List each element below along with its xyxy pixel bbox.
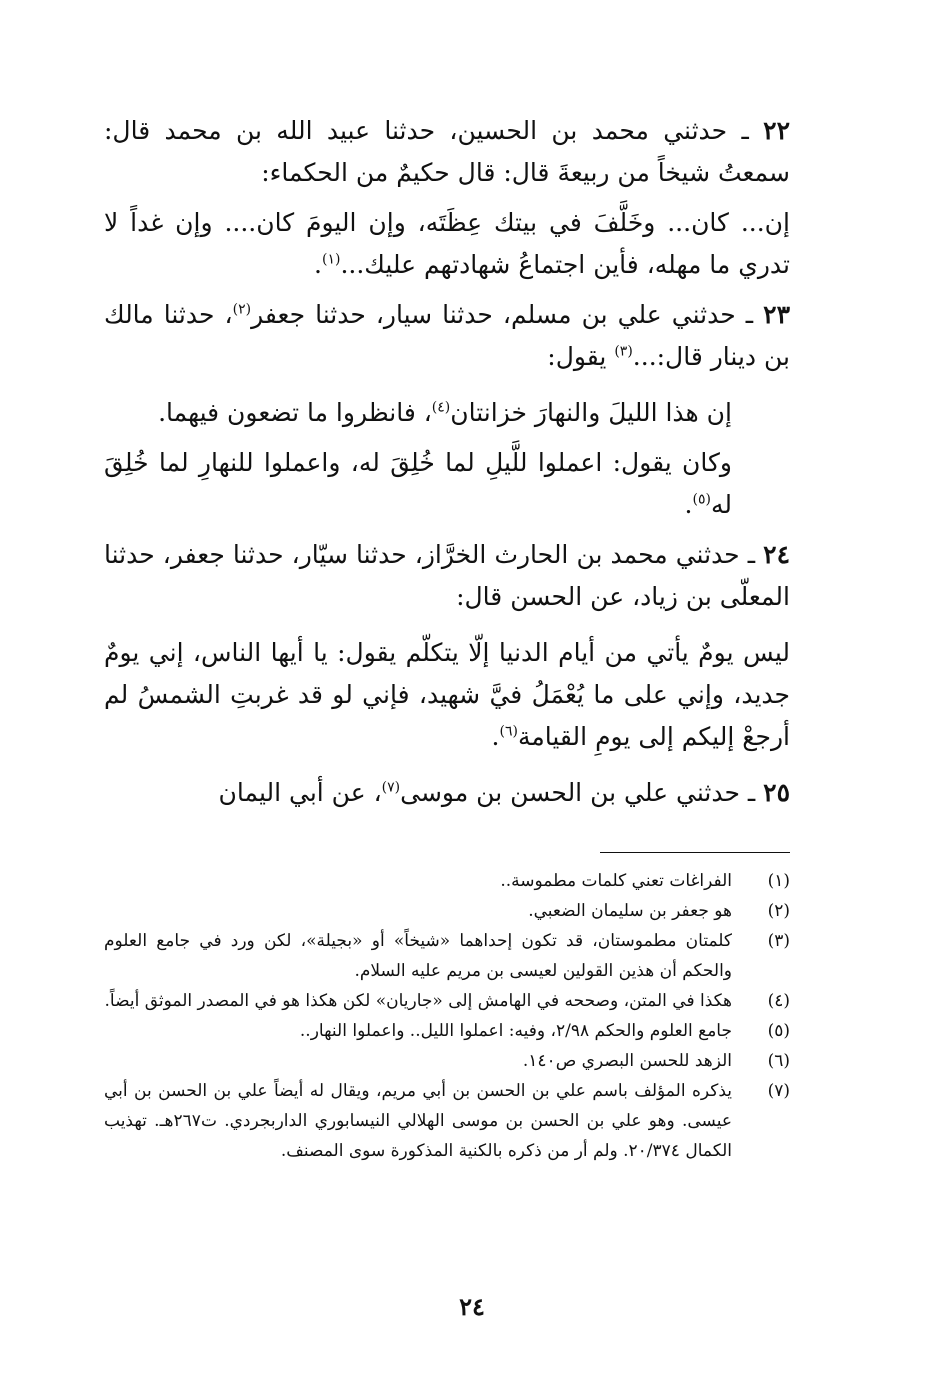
quote-text: ليس يومٌ يأتي من أيام الدنيا إلّا يتكلّم يقول: يا أيها الناس، إني يومٌ جديد، وإني على ما يُعْمَلُ فيَّ شهيد، فإني لو قد غربتِ الشمسُ لم أرجعْ إليكم إلى يومِ القيامة bbox=[104, 638, 790, 751]
footnote-ref-5[interactable]: (٥) bbox=[692, 491, 711, 508]
footnote-number: (٧) bbox=[767, 1081, 790, 1101]
quote-23-b: وكان يقول: اعملوا للَّيلِ لما خُلِقَ له، واعملوا للنهارِ لما خُلِقَ له$^{(٥)}$. bbox=[104, 448, 732, 519]
footnote-item bbox=[104, 1046, 790, 1076]
quote-text: وكان يقول: اعملوا للَّيلِ لما خُلِقَ له، واعملوا للنهارِ لما خُلِقَ له bbox=[104, 448, 732, 519]
footnote-ref-2[interactable]: (٢) bbox=[232, 301, 252, 318]
footnote-text: الزهد للحسن البصري ص١٤٠. bbox=[522, 1051, 732, 1071]
narration-number: ٢٢ bbox=[763, 116, 791, 145]
narration-chain: ـ حدثني محمد بن الحسين، حدثنا عبيد الله بن محمد قال: سمعتُ شيخاً من ربيعةَ قال: قال حكيمٌ من الحكماء: bbox=[104, 116, 790, 187]
footnote-number: (٢) bbox=[767, 901, 790, 921]
footnote-item bbox=[104, 986, 790, 1016]
footnote-separator bbox=[600, 852, 790, 853]
footnote-item bbox=[104, 1076, 790, 1166]
quote-text: إن... كان... وخَلَّفَ في بيتك عِظَتَه، وإن اليومَ كان.... وإن غداً لا تدري ما مهله، فأين اجتماعُ شهادتهم عليك... bbox=[104, 208, 790, 279]
quote-23-a: إن هذا الليلَ والنهارَ خزانتان$^{(٤)}$، فانظروا ما تضعون فيهما. bbox=[158, 398, 732, 427]
footnote-number: (٣) bbox=[767, 931, 790, 951]
narration-number: ٢٤ bbox=[763, 540, 791, 569]
footnotes bbox=[104, 866, 790, 1166]
footnote-item bbox=[104, 926, 790, 986]
footnote-item bbox=[104, 1016, 790, 1046]
footnote-ref-1[interactable]: (١) bbox=[321, 251, 341, 268]
footnote-text: هو جعفر بن سليمان الضعبي. bbox=[528, 901, 732, 921]
quote-22: إن... كان... وخَلَّفَ في بيتك عِظَتَه، وإن اليومَ كان.... وإن غداً لا تدري ما مهله، فأين اجتماعُ شهادتهم عليك...$^{(١)}$. bbox=[104, 208, 790, 279]
quote-24: ليس يومٌ يأتي من أيام الدنيا إلّا يتكلّم يقول: يا أيها الناس، إني يومٌ جديد، وإني على ما يُعْمَلُ فيَّ شهيد، فإني لو قد غربتِ الشمسُ لم أرجعْ إليكم إلى يومِ القيامة$^{(٦)}$. bbox=[104, 638, 790, 751]
narration-number: ٢٥ bbox=[763, 778, 790, 807]
narration-chain: ـ حدثني محمد بن الحارث الخرَّاز، حدثنا سيّار، حدثنا جعفر، حدثنا المعلّى بن زياد، عن الحسن قال: bbox=[104, 540, 790, 611]
footnote-ref-7[interactable]: (٧) bbox=[381, 779, 401, 796]
main-text bbox=[104, 110, 790, 814]
narration-chain: ـ حدثني علي بن الحسن بن موسى bbox=[400, 778, 756, 807]
page-number: ٢٤ bbox=[459, 1292, 485, 1321]
footnote-item bbox=[104, 896, 790, 926]
footnote-number: (٥) bbox=[767, 1021, 790, 1041]
footnote-text: كلمتان مطموستان، قد تكون إحداهما «شيخاً» أو «بجيلة»، لكن ورد في جامع العلوم والحكم أن هذين القولين لعيسى بن مريم عليه السلام. bbox=[104, 931, 732, 981]
footnote-text: يذكره المؤلف باسم علي بن الحسن بن أبي مريم، ويقال له أيضاً علي بن الحسن بن أبي عيسى. وهو علي بن الحسن بن موسى الهلالي النيسابوري الداربجردي. ت٢٦٧هـ. تهذيب الكمال ٢٠/٣٧٤. ولم أر من ذكره بالكنية المذكورة سوى المصنف. bbox=[104, 1081, 732, 1161]
paragraph-25: ٢٥ ـ حدثني علي بن الحسن بن موسى$^{(٧)}$، عن أبي اليمان bbox=[218, 778, 790, 807]
footnote-item bbox=[104, 866, 790, 896]
footnote-number: (٤) bbox=[767, 991, 790, 1011]
footnote-ref-6[interactable]: (٦) bbox=[499, 723, 518, 740]
footnote-ref-3[interactable]: (٣) bbox=[614, 343, 633, 360]
quote-text: إن هذا الليلَ والنهارَ خزانتان bbox=[450, 398, 732, 427]
footnote-text: جامع العلوم والحكم ٢/٩٨، وفيه: اعملوا الليل.. واعملوا النهار.. bbox=[299, 1021, 732, 1041]
paragraph-22 bbox=[104, 110, 790, 194]
narration-chain: ـ حدثني علي بن مسلم، حدثنا سيار، حدثنا جعفر bbox=[251, 300, 754, 329]
footnote-number: (١) bbox=[767, 871, 790, 891]
footnote-number: (٦) bbox=[767, 1051, 790, 1071]
narration-number: ٢٣ bbox=[763, 300, 791, 329]
footnote-text: هكذا في المتن، وصححه في الهامش إلى «جاريان» لكن هكذا هو في المصدر الموثق أيضاً. bbox=[104, 991, 732, 1011]
footnote-ref-4[interactable]: (٤) bbox=[431, 399, 451, 416]
paragraph-24 bbox=[104, 534, 790, 618]
paragraph-23: ٢٣ ـ حدثني علي بن مسلم، حدثنا سيار، حدثنا جعفر$^{(٢)}$، حدثنا مالك بن دينار قال:...$^{(٣)}$ يقول: bbox=[104, 300, 791, 371]
footnote-text: الفراغات تعني كلمات مطموسة.. bbox=[500, 871, 732, 891]
